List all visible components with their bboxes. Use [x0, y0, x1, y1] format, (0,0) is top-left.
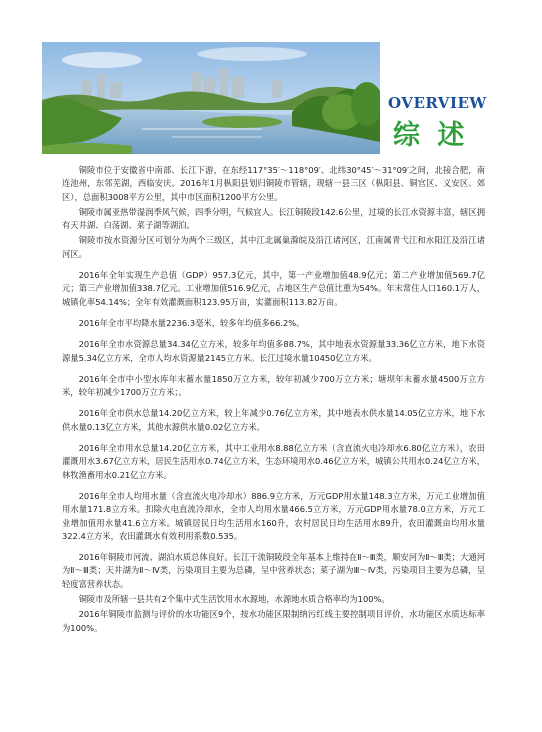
overview-body — [62, 164, 485, 637]
paragraph-water-use: 2016年全市用水总量14.20亿立方米，其中工业用水8.88亿立方米（含直流火电冷却水6.80亿立方米），农田灌溉用水3.67亿立方米，居民生活用水0.74亿立方米，生态环境用水0.46亿立方米，城镇公共用水0.24亿立方米，林牧渔畜用水0.21亿立方米。 — [62, 443, 485, 480]
paragraph-drinking-sources: 铜陵市及所辖一县共有2个集中式生活饮用水水源地，水源地水质合格率均为100%。 — [78, 594, 390, 605]
paragraph-storage: 2016年全市中小型水库年末蓄水量1850万立方米，较年初减少700万立方米；塘坝年末蓄水量4500万立方米，较年初减少1700万立方米；。 — [62, 373, 485, 398]
paragraph-climate: 铜陵市属亚热带湿润季风气候，四季分明，气候宜人。长江铜陵段142.6公里，过境的长江水资源丰富，辖区拥有天井湖、白荡湖、菜子湖等湖泊。 — [62, 206, 485, 231]
header-landscape-photo — [42, 42, 380, 154]
paragraph-water-quality: 2016年铜陵市河流、湖泊水质总体良好。长江干流铜陵段全年基本上维持在Ⅱ～Ⅲ类，顺安河为Ⅱ～Ⅲ类；大通河为Ⅱ～Ⅲ类；天井湖为Ⅱ～Ⅳ类，污染项目主要为总磷，呈中营养状态；菜子湖为Ⅲ～Ⅳ类，污染项目主要为总磷，呈轻度富营养状态。 — [62, 552, 485, 589]
paragraph-location: 铜陵市位于安徽省中南部、长江下游，在东经117°35′～118°09′、北纬30°45′～31°09′之间，北接合肥，南连池州，东邻芜湖，西临安庆。2016年1月枞阳县划归铜陵市管辖，现辖一县三区（枞阳县、铜官区、义安区、郊区），总面积3008平方公里，其中市区面积1200平方公里。 — [62, 165, 485, 202]
paragraph-water-resources: 2016年全市水资源总量34.34亿立方米，较多年均值多88.7%，其中地表水资源量33.36亿立方米，地下水资源量5.34亿立方米，全市人均水资源量2145立方米。长江过境水量10450亿立方米。 — [62, 339, 485, 363]
paragraph-economy: 2016年全年实现生产总值（GDP）957.3亿元，其中，第一产业增加值48.9亿元；第二产业增加值569.7亿元；第三产业增加值338.7亿元。工业增加值516.9亿元，占地区生产总值比重为54%。年末常住人口160.1万人，城镇化率54.14%；全年有效灌溉面积123.95万亩，实灌面积113.82万亩。 — [62, 270, 485, 307]
paragraph-precipitation: 2016年全市平均降水量2236.3毫米，较多年均值多66.2%。 — [78, 317, 305, 328]
paragraph-water-zones: 铜陵市按水资源分区可划分为两个三级区，其中江北属巢滁皖及沿江诸河区，江南属青弋江和水阳江及沿江诸河区。 — [62, 235, 485, 259]
paragraph-function-zones: 2016年铜陵市监测与评价的水功能区9个，按水功能区限制纳污红线主要控制项目评价，水功能区水质达标率为100%。 — [62, 609, 485, 633]
overview-title-zh: 综 述 — [393, 120, 469, 151]
paragraph-water-use-index: 2016年全市人均用水量（含直流火电冷却水）886.9立方米，万元GDP用水量148.3立方米，万元工业增加值用水量171.8立方米。扣除火电直流冷却水，全市人均用水量466.5立方米，万元GDP用水量78.0立方米，万元工业增加值用水量41.6立方米。城镇居民日均生活用水160升，农村居民日均生活用水89升，农田灌溉亩均用水量322.4立方米，农田灌溉水有效利用系数0.535。 — [62, 490, 485, 541]
paragraph-water-supply: 2016年全市供水总量14.20亿立方米，较上年减少0.76亿立方米，其中地表水供水量14.05亿立方米，地下水供水量0.13亿立方米，其他水源供水量0.02亿立方米。 — [62, 408, 485, 432]
overview-title-en: OVERVIEW — [388, 94, 487, 112]
